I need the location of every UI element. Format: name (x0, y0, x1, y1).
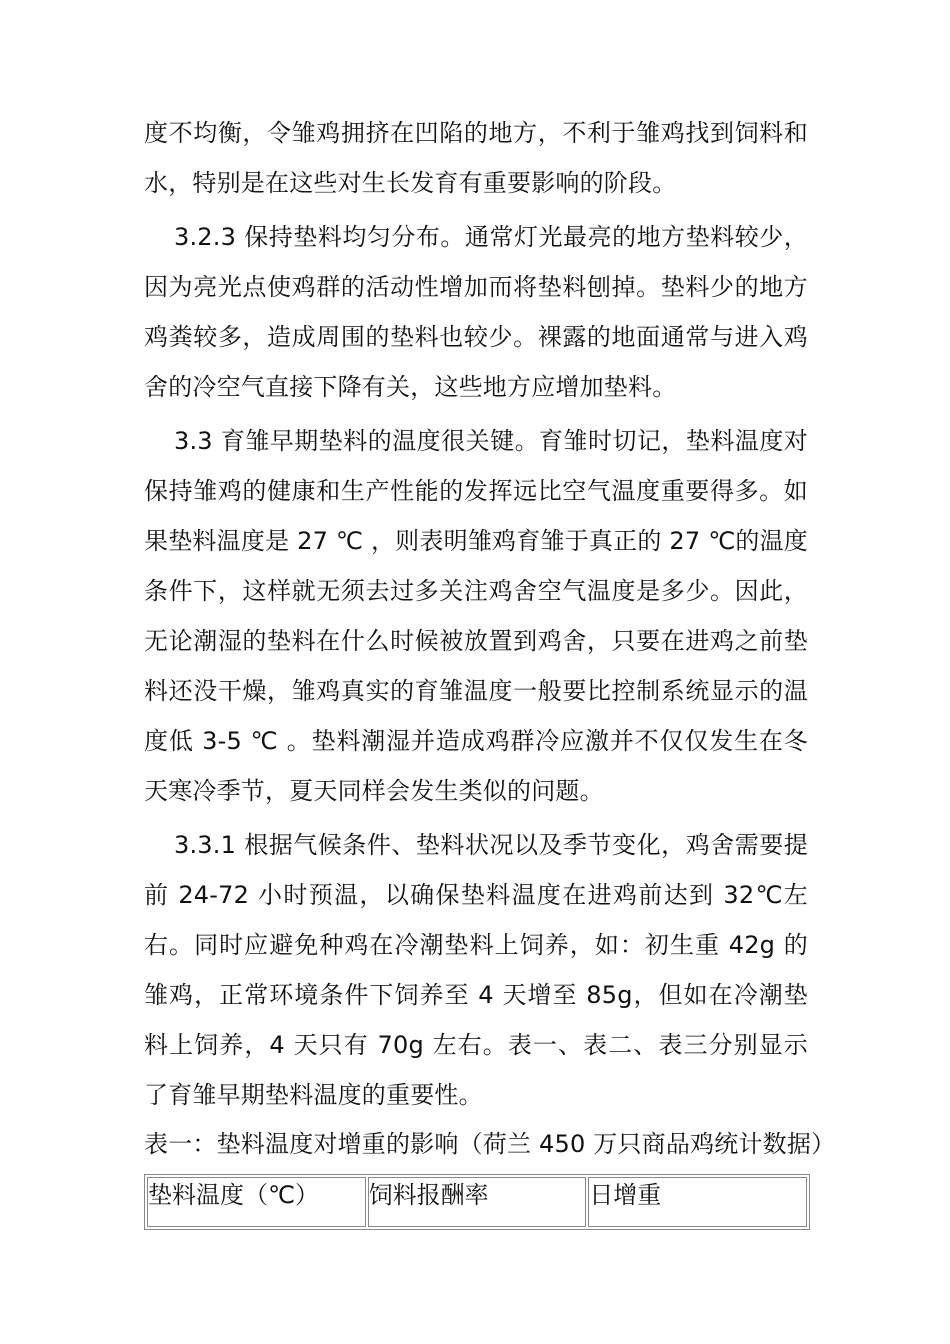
paragraph-3-2-3: 3.2.3 保持垫料均匀分布。通常灯光最亮的地方垫料较少，因为亮光点使鸡群的活动性增加而将垫料刨掉。垫料少的地方鸡粪较多，造成周围的垫料也较少。裸露的地面通常与进入鸡舍的冷空气直接下降有关，这些地方应增加垫料。 (144, 223, 808, 401)
document-page (144, 108, 836, 1230)
paragraph-continuation: 度不均衡，令雏鸡拥挤在凹陷的地方，不利于雏鸡找到饲料和水，特别是在这些对生长发育有重要影响的阶段。 (144, 119, 808, 197)
data-table (144, 1174, 810, 1230)
table-caption: 表一：垫料温度对增重的影响（荷兰 450 万只商品鸡统计数据） (144, 1130, 836, 1158)
table-header-cell: 垫料温度（℃） (147, 1177, 366, 1227)
paragraph-3-3: 3.3 育雏早期垫料的温度很关键。育雏时切记，垫料温度对保持雏鸡的健康和生产性能的发挥远比空气温度重要得多。如果垫料温度是 27 ℃ ，则表明雏鸡育雏于真正的 27 ℃的温度条件下，这样就无须去过多关注鸡舍空气温度是多少。因此，无论潮湿的垫料在什么时候被放置到鸡舍，只要在进鸡之前垫料还没干燥，雏鸡真实的育雏温度一般要比控制系统显示的温度低 3-5 ℃ 。垫料潮湿并造成鸡群冷应激并不仅仅发生在冬天寒冷季节，夏天同样会发生类似的问题。 (144, 427, 808, 805)
table-header-cell: 饲料报酬率 (368, 1177, 587, 1227)
paragraph-3-3-1: 3.3.1 根据气候条件、垫料状况以及季节变化，鸡舍需要提前 24-72 小时预温，以确保垫料温度在进鸡前达到 32℃左右。同时应避免种鸡在冷潮垫料上饲养，如：初生重 42g 的雏鸡，正常环境条件下饲养至 4 天增至 85g，但如在冷潮垫料上饲养，4 天只有 70g 左右。表一、表二、表三分别显示了育雏早期垫料温度的重要性。 (144, 831, 808, 1109)
table-header-cell: 日增重 (588, 1177, 807, 1227)
table-header-row (147, 1177, 807, 1227)
